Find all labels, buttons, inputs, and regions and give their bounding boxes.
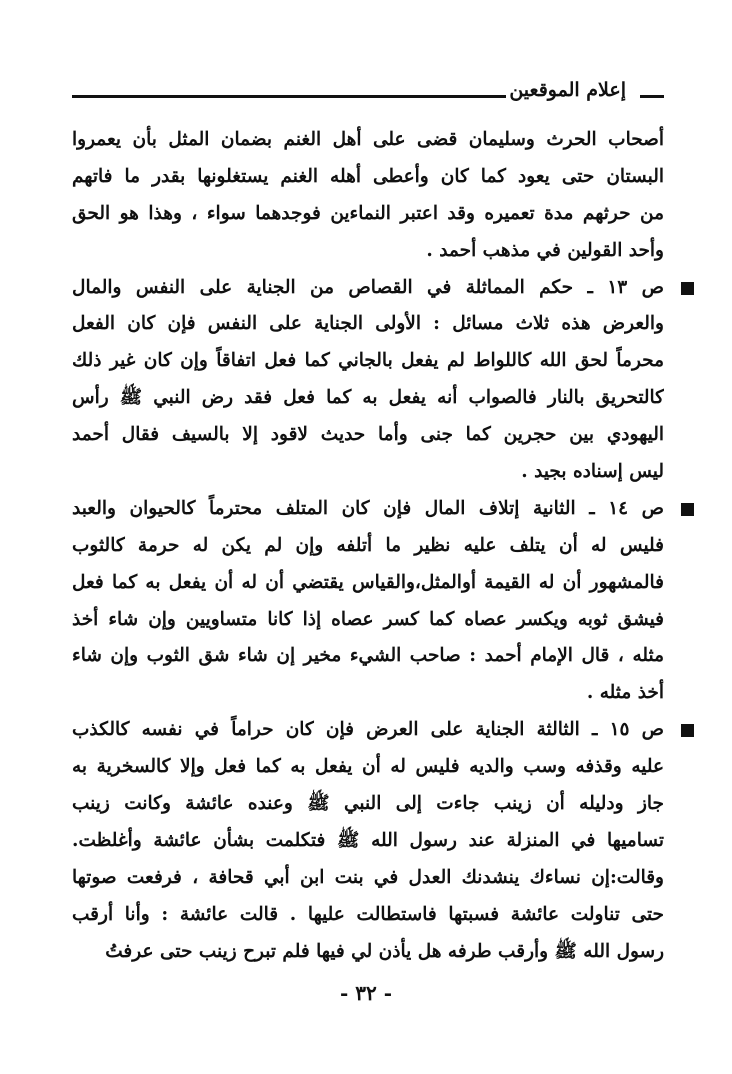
text-line: تساميها في المنزلة عند رسول الله ﷺ فتكلمت بشأن عائشة وأغلظت. xyxy=(72,829,664,851)
text-line: أخذ مثله . xyxy=(586,682,664,704)
body-text xyxy=(72,122,664,970)
text-line: اليهودي بين حجرين كما جنى وأما حديث لاقود إلا بالسيف فقال أحمد xyxy=(72,424,664,446)
page-number: - ٣٢ - xyxy=(339,981,392,1005)
text-line: فالمشهور أن له القيمة أوالمثل،والقياس يقتضي أن له أن يفعل به كما فعل xyxy=(72,571,664,593)
header-title: إعلام الموقعين xyxy=(509,79,626,101)
text-line: ص ١٥ ـ الثالثة الجناية على العرض فإن كان حراماً في نفسه كالكذب xyxy=(72,719,664,741)
text-line: مثله ، قال الإمام أحمد : صاحب الشيء مخير إن شاء شق الثوب وإن شاء xyxy=(72,645,664,667)
text-line: عليه وقذفه وسب والديه فليس له أن يفعل به كما فعل وإلا كالسخرية به xyxy=(72,756,664,778)
text-line: محرماً لحق الله كاللواط لم يفعل بالجاني كما فعل اتفاقاً وإن كان غير ذلك xyxy=(72,350,664,372)
text-line: وأحد القولين في مذهب أحمد . xyxy=(426,239,664,261)
paragraph-bullet-square xyxy=(681,724,694,737)
header-rule xyxy=(72,95,506,98)
paragraph-bullet-square xyxy=(681,503,694,516)
text-line: والعرض هذه ثلاث مسائل : الأولى الجناية على النفس فإن كان الفعل xyxy=(72,313,664,335)
text-line: ص ١٣ ـ حكم المماثلة في القصاص من الجناية على النفس والمال xyxy=(72,276,664,298)
text-line: فيشق ثوبه ويكسر عصاه كما كسر عصاه إذا كانا متساويين وإن شاء أخذ xyxy=(72,608,664,630)
text-line: جاز ودليله أن زينب جاءت إلى النبي ﷺ وعنده عائشة وكانت زينب xyxy=(72,793,664,815)
text-line: البستان حتى يعود كما كان وأعطى أهله الغنم يستغلونها بقدر ما فاتهم xyxy=(72,165,664,187)
paragraph xyxy=(72,122,664,270)
text-line: من حرثهم مدة تعميره وقد اعتبر النماءين فوجدهما سواء ، وهذا هو الحق xyxy=(72,202,664,224)
text-line: ليس إسناده بجيد . xyxy=(521,461,664,483)
text-line: رسول الله ﷺ وأرقب طرفه هل يأذن لي فيها فلم تبرح زينب حتى عرفتُ xyxy=(105,940,664,962)
text-line: فليس له أن يتلف عليه نظير ما أتلفه وإن لم يكن له حرمة كالثوب xyxy=(72,534,664,556)
text-line: ص ١٤ ـ الثانية إتلاف المال فإن كان المتلف محترماً كالحيوان والعبد xyxy=(72,497,664,519)
paragraph xyxy=(72,270,664,491)
paragraph xyxy=(72,712,664,970)
header-dash xyxy=(640,95,664,98)
text-line: وقالت:إن نساءك ينشدنك العدل في بنت ابن أبي قحافة ، فرفعت صوتها xyxy=(72,866,664,888)
paragraph-bullet-square xyxy=(681,282,694,295)
text-line: حتى تناولت عائشة فسبتها فاستطالت عليها . قالت عائشة : وأنا أرقب xyxy=(72,903,664,925)
paragraph xyxy=(72,491,664,712)
text-line: أصحاب الحرث وسليمان قضى على أهل الغنم بضمان المثل بأن يعمروا xyxy=(72,129,664,150)
text-line: كالتحريق بالنار فالصواب أنه يفعل به كما فعل فقد رض النبي ﷺ رأس xyxy=(72,387,664,409)
running-header xyxy=(72,78,664,106)
